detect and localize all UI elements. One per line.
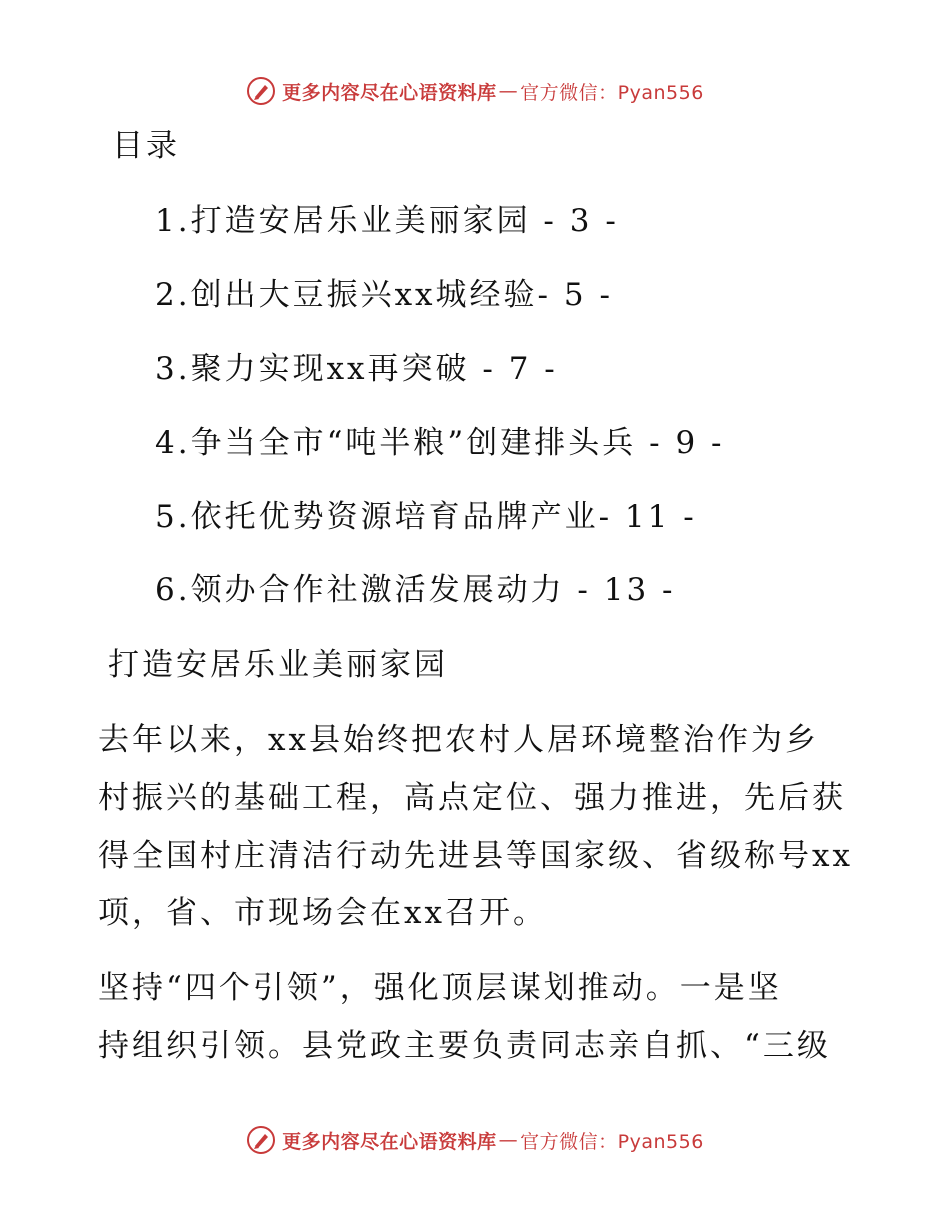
watermark-contact: 官方微信：Pyan556	[520, 81, 704, 104]
toc-item-3[interactable]: 3.聚力实现xx再突破 - 7 -	[155, 351, 558, 387]
header-watermark	[0, 71, 950, 111]
toc-heading: 目录	[112, 128, 180, 164]
toc-item-5[interactable]: 5.依托优势资源培育品牌产业- 11 -	[155, 499, 697, 535]
toc-item-1[interactable]: 1.打造安居乐业美丽家园 - 3 -	[155, 203, 619, 239]
paragraph-line: 得全国村庄清洁行动先进县等国家级、省级称号xx	[98, 838, 853, 874]
toc-item-4[interactable]: 4.争当全市“吨半粮”创建排头兵 - 9 -	[155, 425, 725, 461]
paragraph-line: 村振兴的基础工程，高点定位、强力推进，先后获	[98, 780, 846, 816]
toc-item-2[interactable]: 2.创出大豆振兴xx城经验- 5 -	[155, 277, 613, 313]
pen-nib-icon	[246, 1125, 276, 1155]
paragraph-line: 去年以来，xx县始终把农村人居环境整治作为乡	[98, 722, 819, 758]
watermark-separator: —	[498, 1129, 519, 1151]
paragraph-line: 项，省、市现场会在xx召开。	[98, 895, 547, 931]
watermark-separator: —	[498, 80, 519, 102]
paragraph-line: 持组织引领。县党政主要负责同志亲自抓、“三级	[98, 1028, 831, 1064]
paragraph-line: 坚持“四个引领”，强化顶层谋划推动。一是坚	[98, 970, 782, 1006]
watermark-contact: 官方微信：Pyan556	[520, 1130, 704, 1153]
toc-item-6[interactable]: 6.领办合作社激活发展动力 - 13 -	[155, 572, 676, 608]
section-title: 打造安居乐业美丽家园	[108, 647, 448, 683]
footer-watermark	[0, 1120, 950, 1160]
pen-nib-icon	[246, 76, 276, 106]
watermark-brand: 更多内容尽在心语资料库	[282, 81, 497, 104]
watermark-brand: 更多内容尽在心语资料库	[282, 1130, 497, 1153]
